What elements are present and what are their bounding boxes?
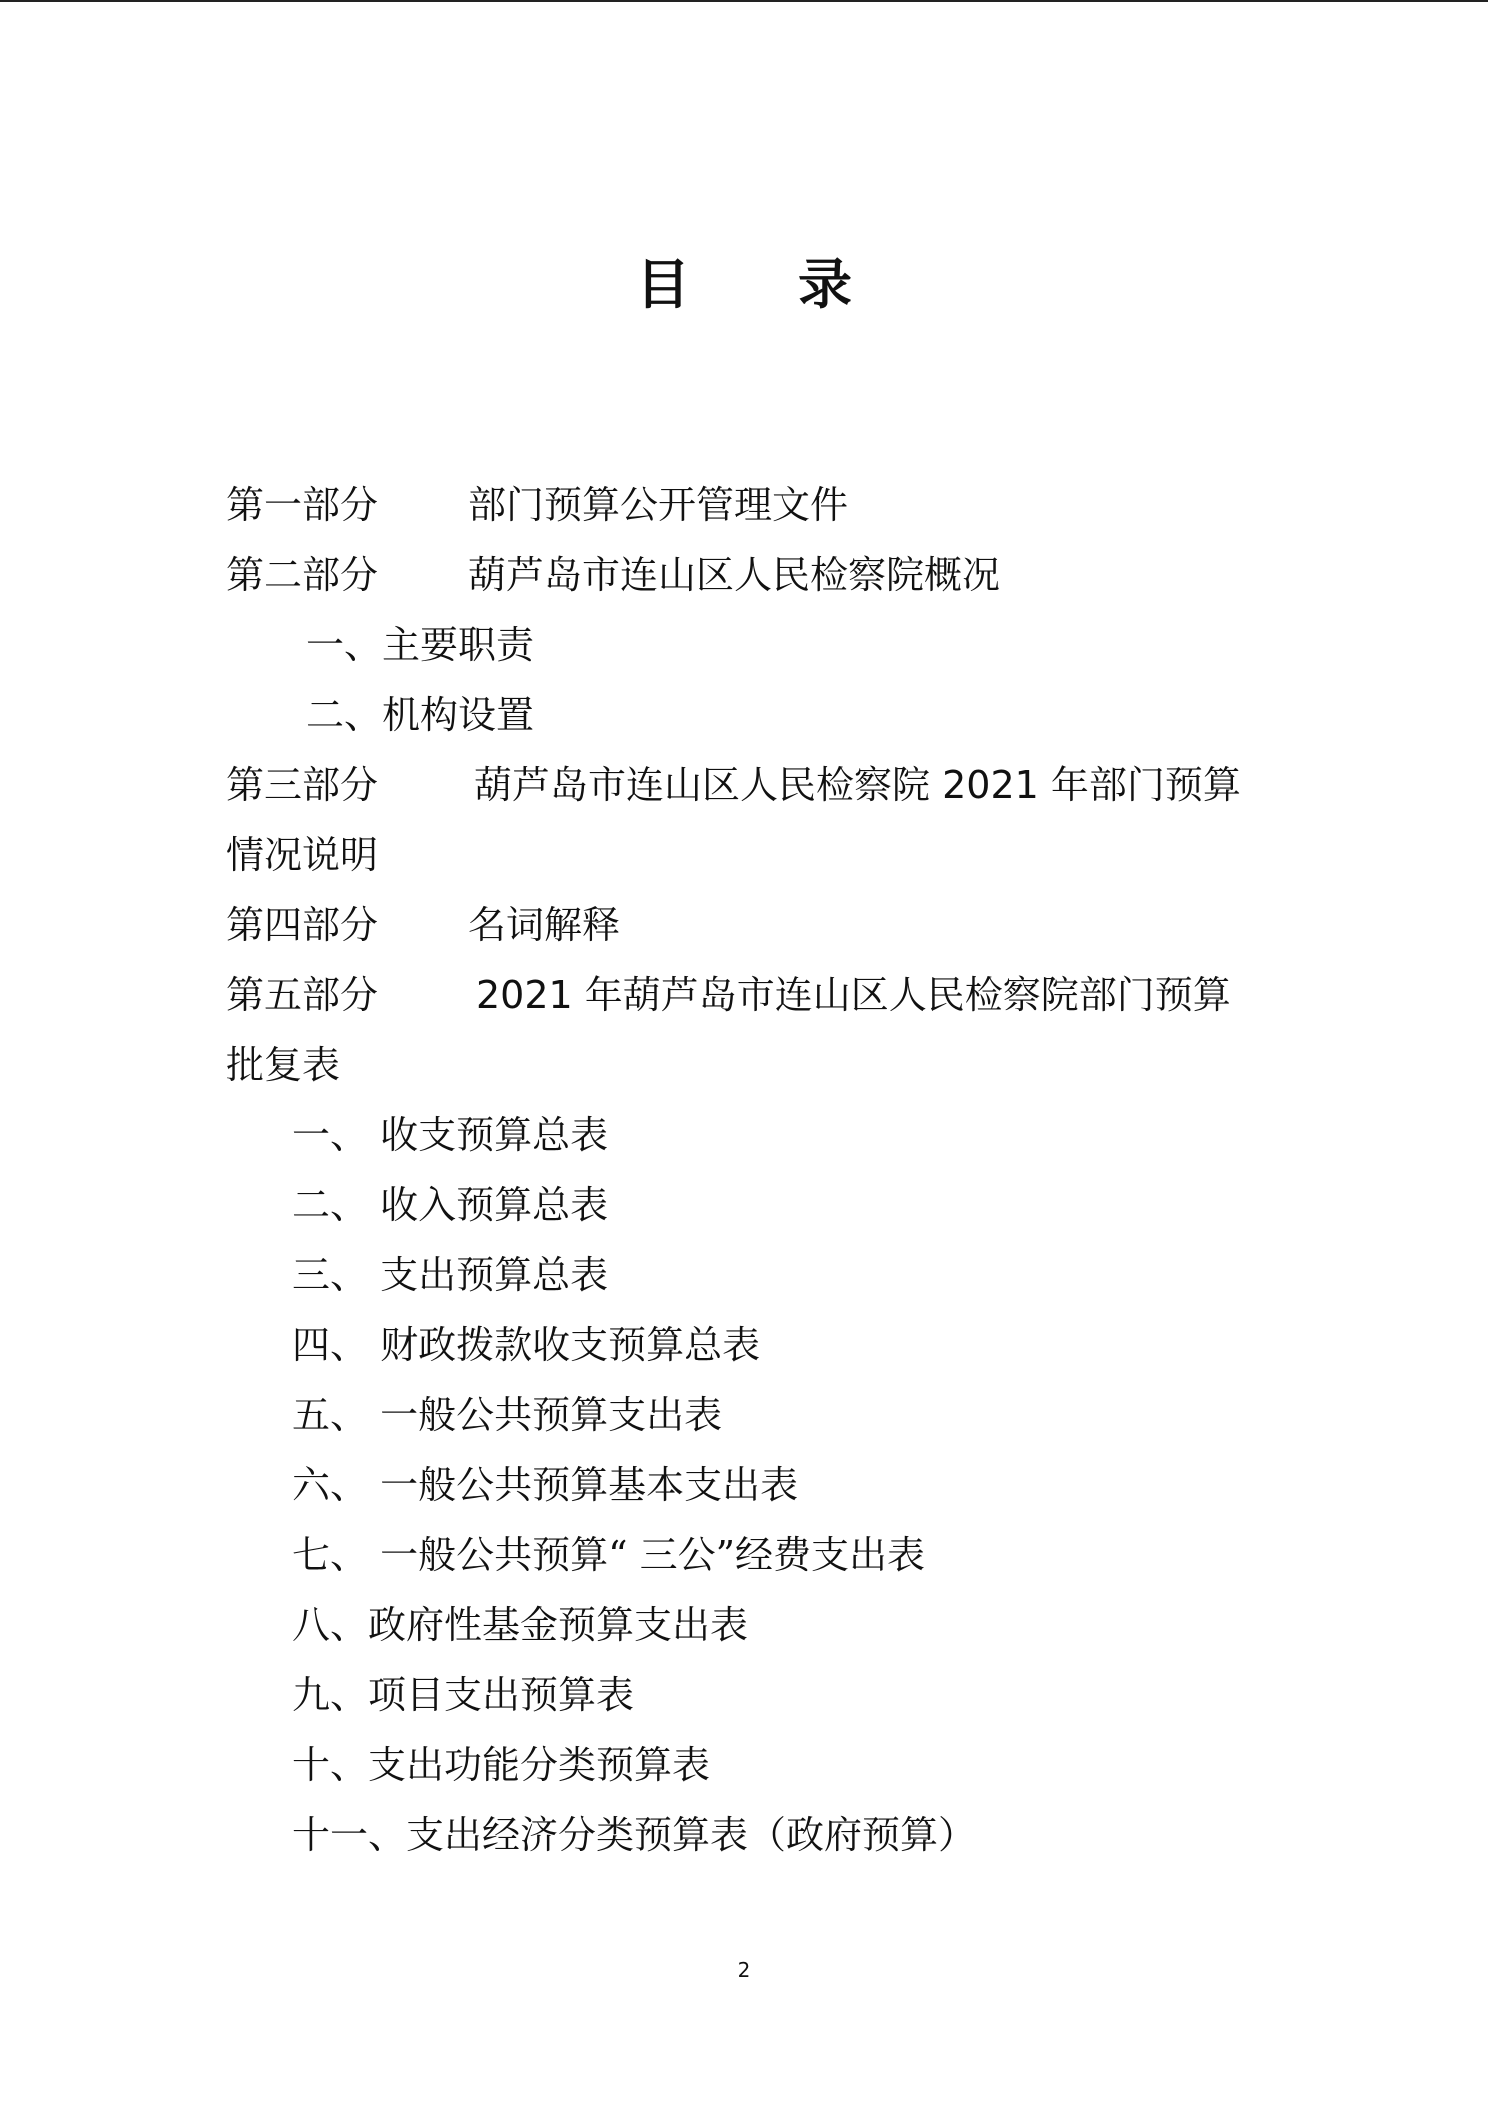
toc-part4-title: 名词解释 — [468, 903, 621, 947]
page-number: 2 — [737, 1958, 751, 1982]
toc-item: 二、 收入预算总表 — [292, 1183, 609, 1227]
toc-part5-title-cont: 批复表 — [226, 1043, 341, 1087]
toc-item: 七、 一般公共预算“ 三公”经费支出表 — [292, 1533, 926, 1577]
toc-item: 一、主要职责 — [306, 623, 535, 667]
table-of-contents — [0, 2, 1488, 2106]
toc-item: 八、政府性基金预算支出表 — [292, 1603, 749, 1647]
title-char-2: 录 — [798, 253, 852, 316]
toc-item: 十、支出功能分类预算表 — [292, 1743, 711, 1787]
toc-item: 十一、支出经济分类预算表（政府预算） — [292, 1813, 977, 1857]
toc-part1 — [226, 480, 378, 530]
toc-part3-title-cont: 情况说明 — [226, 833, 379, 877]
toc-item: 二、机构设置 — [306, 693, 535, 737]
toc-part2: 第二部分 — [226, 553, 379, 597]
toc-part-label: 第一部分 — [226, 483, 379, 527]
title-char-1: 目 — [636, 253, 690, 316]
toc-part1-title: 部门预算公开管理文件 — [468, 483, 849, 527]
toc-item: 五、 一般公共预算支出表 — [292, 1393, 723, 1437]
toc-item: 四、 财政拨款收支预算总表 — [292, 1323, 761, 1367]
toc-item: 九、项目支出预算表 — [292, 1673, 635, 1717]
toc-part3-year: 2021 — [942, 763, 1039, 807]
toc-part5-year: 2021 — [476, 973, 573, 1017]
toc-part5-title-b: 年葫芦岛市连山区人民检察院部门预算 — [572, 973, 1231, 1017]
toc-item: 三、 支出预算总表 — [292, 1253, 609, 1297]
toc-part4: 第四部分 — [226, 903, 379, 947]
toc-part3-title — [474, 760, 1241, 810]
toc-part3: 第三部分 — [226, 763, 379, 807]
toc-part5-title — [476, 970, 1231, 1020]
toc-item: 六、 一般公共预算基本支出表 — [292, 1463, 799, 1507]
toc-item: 一、 收支预算总表 — [292, 1113, 609, 1157]
toc-part5: 第五部分 — [226, 973, 379, 1017]
toc-part3-title-b: 年部门预算 — [1038, 763, 1241, 807]
toc-part2-title: 葫芦岛市连山区人民检察院概况 — [468, 553, 1001, 597]
toc-part3-title-a: 葫芦岛市连山区人民检察院 — [474, 763, 943, 807]
